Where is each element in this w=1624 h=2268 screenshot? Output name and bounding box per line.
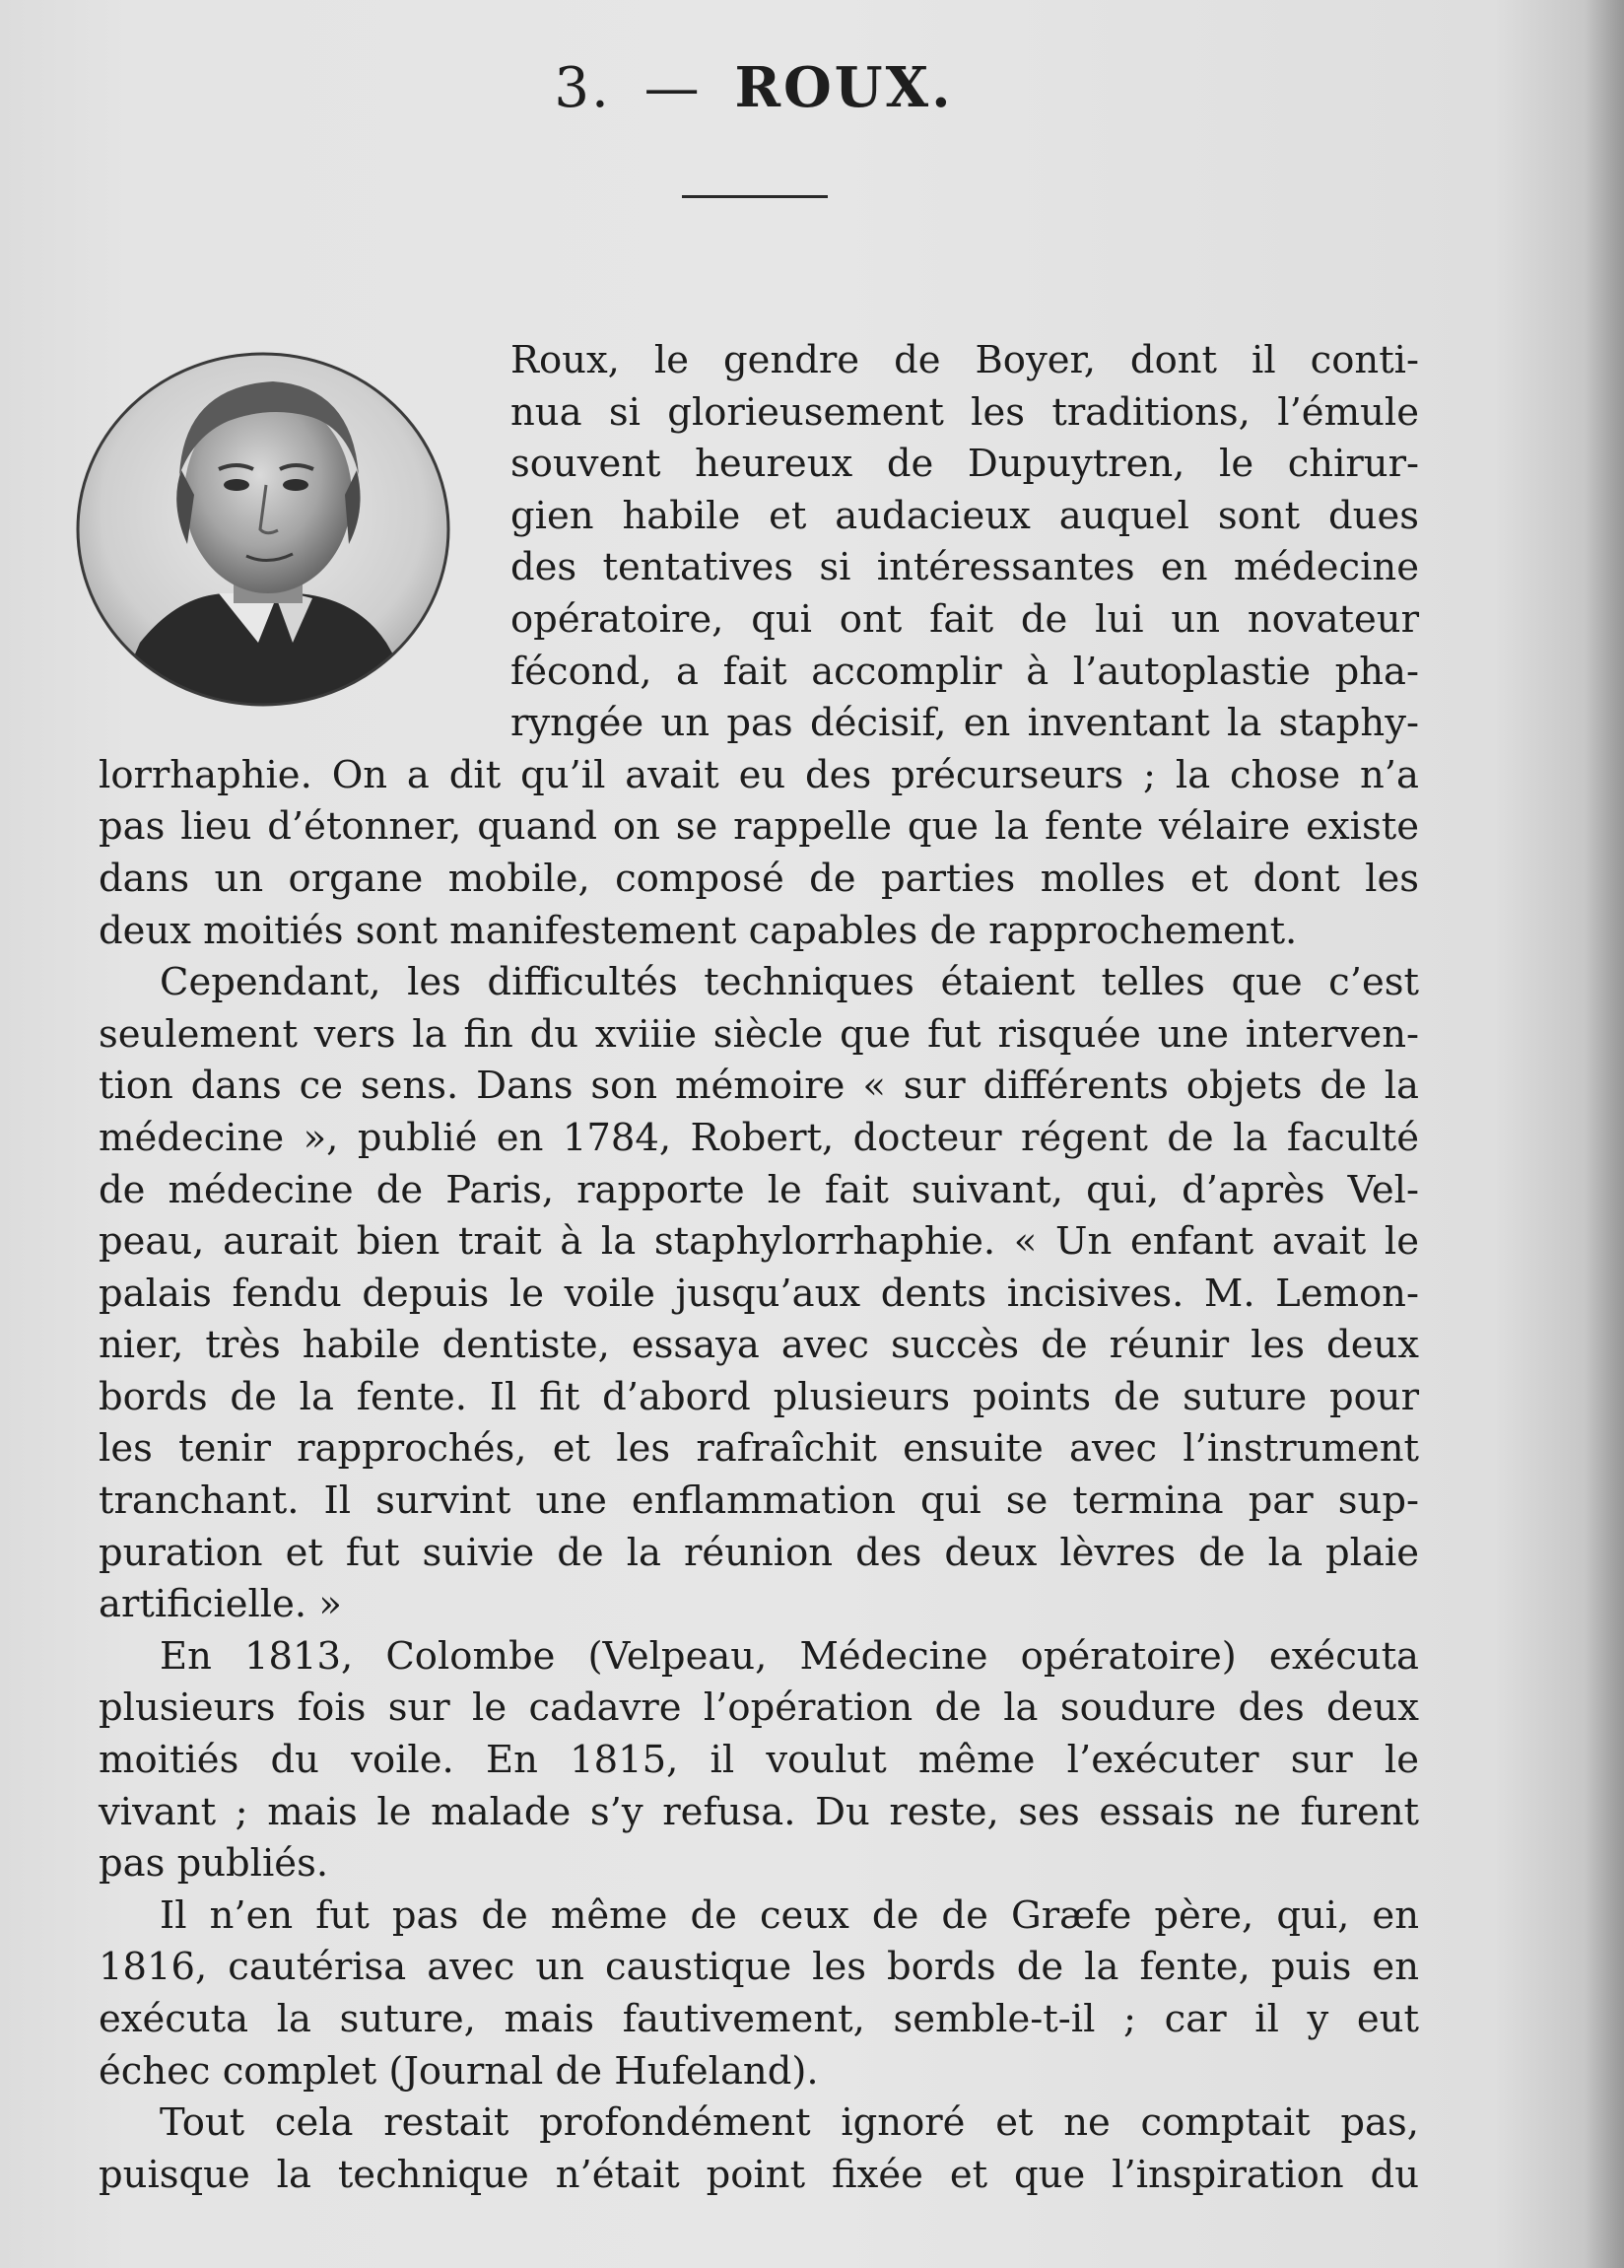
text-line: En 1813, Colombe (Velpeau, Médecine opératoire) exécuta	[160, 1633, 1419, 1679]
text-line: 1816, cautérisa avec un caustique les bords de la fente, puis en	[99, 1945, 1419, 1990]
text-line: plusieurs fois sur le cadavre l’opération de la soudure des deux	[99, 1685, 1419, 1731]
text-line: médecine », publié en 1784, Robert, docteur régent de la faculté	[99, 1115, 1419, 1160]
text-line: Cependant, les difficultés techniques étaient telles que c’est	[160, 960, 1419, 1005]
text-line: ryngée un pas décisif, en inventant la staphy-	[510, 701, 1419, 746]
heading-rule	[682, 195, 828, 198]
text-line: pas lieu d’étonner, quand on se rappelle que la fente vélaire existe	[99, 804, 1419, 850]
text-line: dans un organe mobile, composé de parties molles et dont les	[99, 856, 1419, 901]
text-line: Tout cela restait profondément ignoré et ne comptait pas,	[160, 2100, 1419, 2146]
text-line: artificielle. »	[99, 1582, 342, 1627]
text-line: des tentatives si intéressantes en médecine	[510, 545, 1419, 590]
text-line: pas publiés.	[99, 1841, 329, 1887]
text-line: palais fendu depuis le voile jusqu’aux dents incisives. M. Lemon-	[99, 1271, 1419, 1316]
text-line: opératoire, qui ont fait de lui un novateur	[510, 596, 1419, 642]
text-line: tranchant. Il survint une enflammation qui se termina par sup-	[99, 1478, 1419, 1524]
chapter-name: ROUX.	[734, 55, 954, 120]
text-line: Roux, le gendre de Boyer, dont il conti-	[510, 338, 1419, 382]
text-line: exécuta la suture, mais fautivement, semble-t-il ; car il y eut	[99, 1997, 1419, 2041]
body-text	[99, 335, 1419, 2201]
text-line: les tenir rapprochés, et les rafraîchit ensuite avec l’instrument	[99, 1426, 1419, 1472]
text-line: bords de la fente. Il fit d’abord plusieurs points de suture pour	[99, 1374, 1419, 1419]
text-line: gien habile et audacieux auquel sont dues	[510, 493, 1419, 538]
text-line: vivant ; mais le malade s’y refusa. Du reste, ses essais ne furent	[99, 1789, 1419, 1834]
text-line: nier, très habile dentiste, essaya avec succès de réunir les deux	[99, 1323, 1419, 1368]
text-line: échec complet (Journal de Hufeland).	[99, 2048, 819, 2094]
text-line: seulement vers la fin du xviiie siècle que fut risquée une interven-	[99, 1011, 1419, 1057]
text-line: puration et fut suivie de la réunion des deux lèvres de la plaie	[99, 1530, 1419, 1575]
chapter-heading	[0, 55, 1508, 120]
text-line: Il n’en fut pas de même de ceux de de Græfe père, qui, en	[160, 1892, 1419, 1938]
text-line: souvent heureux de Dupuytren, le chirur-	[510, 442, 1419, 487]
text-line: deux moitiés sont manifestement capables de rapprochement.	[99, 908, 1298, 953]
text-line: moitiés du voile. En 1815, il voulut même l’exécuter sur le	[99, 1738, 1419, 1783]
text-line: puisque la technique n’était point fixée et que l’inspiration du	[99, 2152, 1419, 2197]
text-line: de médecine de Paris, rapporte le fait suivant, qui, d’après Vel-	[99, 1167, 1419, 1212]
text-line: tion dans ce sens. Dans son mémoire « sur différents objets de la	[99, 1064, 1419, 1109]
heading-dash: —	[643, 56, 702, 120]
text-line: lorrhaphie. On a dit qu’il avait eu des précurseurs ; la chose n’a	[99, 752, 1419, 797]
text-line: nua si glorieusement les traditions, l’émule	[510, 389, 1419, 435]
chapter-number: 3.	[554, 56, 611, 120]
text-line: peau, aurait bien trait à la staphylorrhaphie. « Un enfant avait le	[99, 1219, 1419, 1265]
text-line: fécond, a fait accomplir à l’autoplastie pha-	[510, 649, 1419, 694]
